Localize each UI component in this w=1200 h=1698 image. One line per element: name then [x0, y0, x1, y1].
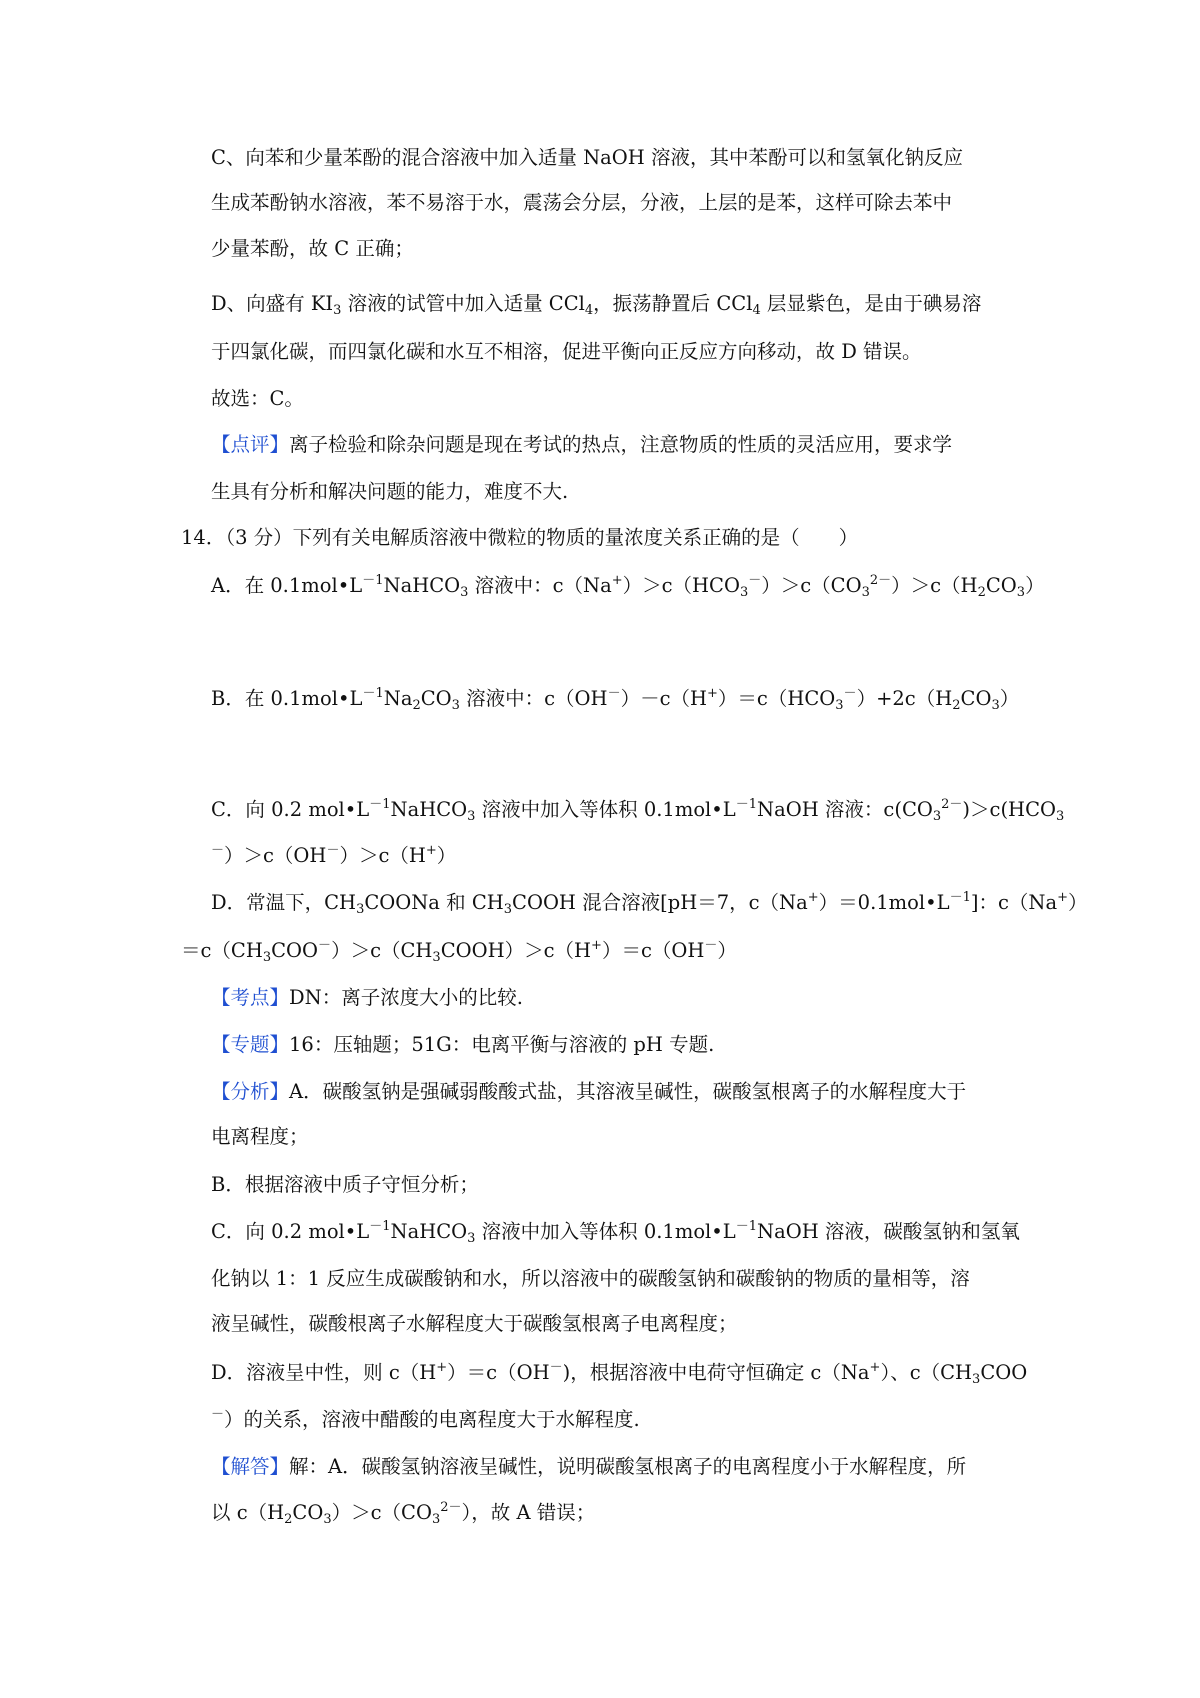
- fenxi-tag: 【分析】: [211, 1080, 290, 1103]
- question-title: 14．（3 分）下列有关电解质溶液中微粒的物质的量浓度关系正确的是（ ）: [181, 526, 859, 549]
- kaodian-tag: 【考点】: [211, 986, 290, 1009]
- zhuanti-tag: 【专题】: [211, 1033, 290, 1056]
- review-tag: 【点评】: [211, 433, 290, 456]
- text-line: 于四氯化碳，而四氯化碳和水互不相溶，促进平衡向正反应方向移动，故 D 错误。: [211, 340, 922, 363]
- answer-line: 故选：C。: [211, 387, 304, 410]
- text-line: C、向苯和少量苯酚的混合溶液中加入适量 NaOH 溶液，其中苯酚可以和氢氧化钠反应: [211, 146, 963, 169]
- text-line: 液呈碱性，碳酸根离子水解程度大于碳酸氢根离子电离程度；: [211, 1312, 738, 1335]
- option-c: C．向 0.2 $mol•L^{-1}NaHCO_3$ 溶液中加入等体积 $0.1mol•L^{-1}NaOH$ 溶液：$c(CO_3^{2-})>c(HCO_3$: [211, 797, 1065, 824]
- option-d: D．常温下，$CH_3COONa$ 和 $CH_3COOH$ 混合溶液[pH＝7，$c(Na^+)=0.1mol•L^{-1}$]：c（Na+）: [211, 890, 1088, 917]
- option-c-cont: －）＞c（OH－）＞c（H+）: [211, 843, 457, 867]
- option-b: B．在 $0.1mol•L^{-1}Na_2CO_3$ 溶液中：$c(OH^-)-c(H^+)=c(HCO_3^-)+2c(H_2CO_3)$: [211, 686, 1020, 713]
- text-line: 少量苯酚，故 C 正确；: [211, 237, 414, 260]
- jieda-cont: 以 $c(H_2CO_3)>c(CO_3^{2-})$，故 A 错误；: [211, 1500, 596, 1527]
- jieda-tag: 【解答】: [211, 1455, 290, 1478]
- text-line: B．根据溶液中质子守恒分析；: [211, 1173, 479, 1196]
- review-line: 【点评】离子检验和除杂问题是现在考试的热点，注意物质的性质的灵活应用，要求学: [211, 433, 953, 456]
- option-d-cont: $=c(CH_3COO^-)>c(CH_3COOH)>c(H^+)=c(OH^-)$: [181, 938, 737, 965]
- text-line: 电离程度；: [211, 1125, 309, 1148]
- text-line: 化钠以 1：1 反应生成碳酸钠和水，所以溶液中的碳酸氢钠和碳酸钠的物质的量相等，溶: [211, 1267, 970, 1290]
- kaodian-line: 【考点】DN：离子浓度大小的比较.: [211, 986, 523, 1009]
- text-line-d: D、向盛有 $KI_3$ 溶液的试管中加入适量 CCl$_4$，振荡静置后 CCl$_4$ 层显紫色，是由于碘易溶: [211, 292, 982, 318]
- analysis-c: C．向 0.2 $mol•L^{-1}NaHCO_3$ 溶液中加入等体积 $0.1mol•L^{-1}NaOH$ 溶液，碳酸氢钠和氢氧: [211, 1219, 1020, 1246]
- text-line: 生成苯酚钠水溶液，苯不易溶于水，震荡会分层，分液，上层的是苯，这样可除去苯中: [211, 191, 953, 214]
- fenxi-line: 【分析】A．碳酸氢钠是强碱弱酸酸式盐，其溶液呈碱性，碳酸氢根离子的水解程度大于: [211, 1080, 967, 1103]
- text-line: 生具有分析和解决问题的能力，难度不大.: [211, 480, 569, 503]
- analysis-d: D．溶液呈中性，则 c（H+）＝c（OH－)，根据溶液中电荷守恒确定 c（Na+）、$c(CH_3COO$: [211, 1360, 1028, 1387]
- option-a: A．在 $0.1mol•L^{-1}NaHCO_3$ 溶液中：$c(Na^+)>c(HCO_3^-)>c(CO_3^{2-})>c(H_2CO_3)$: [211, 573, 1045, 600]
- analysis-d-cont: －）的关系，溶液中醋酸的电离程度大于水解程度.: [211, 1407, 640, 1431]
- zhuanti-line: 【专题】16：压轴题；51G：电离平衡与溶液的 pH 专题.: [211, 1033, 715, 1056]
- jieda-line: 【解答】解：A．碳酸氢钠溶液呈碱性，说明碳酸氢根离子的电离程度小于水解程度，所: [211, 1455, 967, 1478]
